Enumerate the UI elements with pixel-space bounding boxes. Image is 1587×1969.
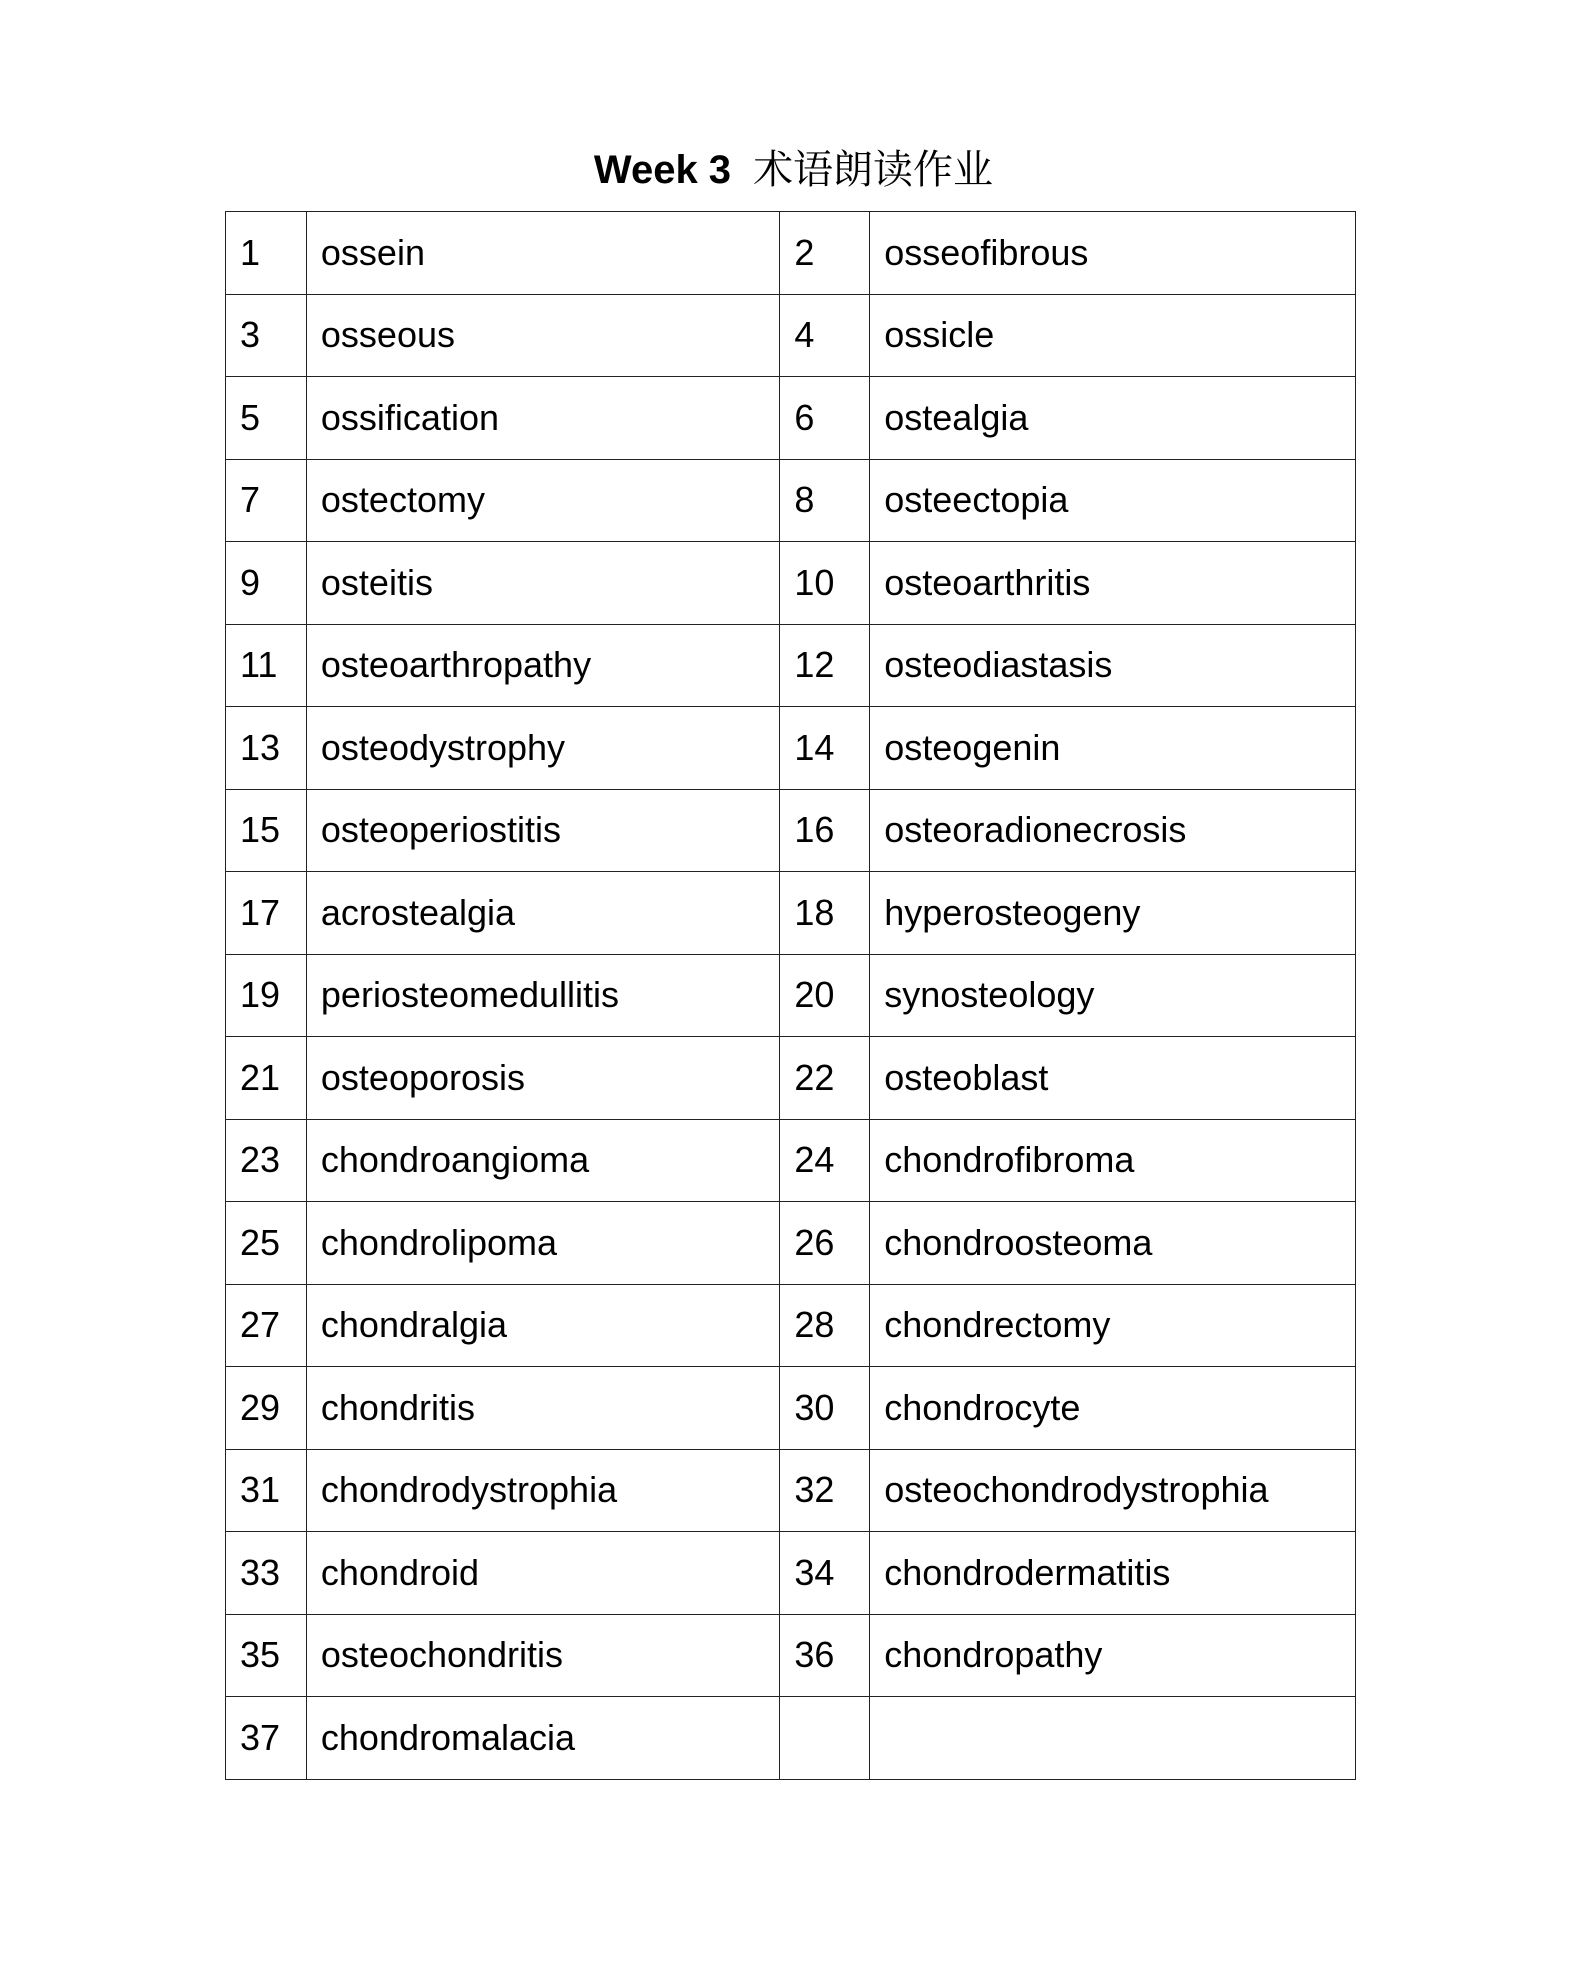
term-cell	[870, 1697, 1356, 1780]
term-number-cell: 23	[226, 1119, 307, 1202]
term-number-cell: 21	[226, 1037, 307, 1120]
term-number-cell: 8	[780, 459, 870, 542]
term-cell: osteectopia	[870, 459, 1356, 542]
table-row	[226, 212, 1356, 295]
term-number-cell: 6	[780, 377, 870, 460]
term-cell: chondrolipoma	[306, 1202, 779, 1285]
table-row	[226, 459, 1356, 542]
term-cell: osteoblast	[870, 1037, 1356, 1120]
term-cell: osteodiastasis	[870, 624, 1356, 707]
term-number-cell: 24	[780, 1119, 870, 1202]
page-title	[0, 145, 1587, 195]
term-cell: osteodystrophy	[306, 707, 779, 790]
term-cell: chondrocyte	[870, 1367, 1356, 1450]
term-number-cell: 31	[226, 1449, 307, 1532]
term-number-cell: 35	[226, 1614, 307, 1697]
term-number-cell: 20	[780, 954, 870, 1037]
term-cell: osteoporosis	[306, 1037, 779, 1120]
term-number-cell: 26	[780, 1202, 870, 1285]
term-cell: osteoarthritis	[870, 542, 1356, 625]
table-row	[226, 1202, 1356, 1285]
term-number-cell: 12	[780, 624, 870, 707]
term-number-cell: 32	[780, 1449, 870, 1532]
term-cell: osteoperiostitis	[306, 789, 779, 872]
term-cell: chondrofibroma	[870, 1119, 1356, 1202]
term-number-cell: 14	[780, 707, 870, 790]
table-row	[226, 954, 1356, 1037]
term-number-cell: 10	[780, 542, 870, 625]
term-cell: ossein	[306, 212, 779, 295]
table-row	[226, 1367, 1356, 1450]
term-number-cell: 18	[780, 872, 870, 955]
term-cell: osteogenin	[870, 707, 1356, 790]
table-row	[226, 1119, 1356, 1202]
term-cell: ossicle	[870, 294, 1356, 377]
term-cell: chondralgia	[306, 1284, 779, 1367]
term-cell: chondroosteoma	[870, 1202, 1356, 1285]
term-cell: chondromalacia	[306, 1697, 779, 1780]
term-number-cell: 17	[226, 872, 307, 955]
table-row	[226, 624, 1356, 707]
term-number-cell: 28	[780, 1284, 870, 1367]
term-number-cell: 22	[780, 1037, 870, 1120]
term-cell: chondrodermatitis	[870, 1532, 1356, 1615]
table-row	[226, 872, 1356, 955]
term-cell: chondrodystrophia	[306, 1449, 779, 1532]
term-number-cell: 37	[226, 1697, 307, 1780]
term-cell: osteochondritis	[306, 1614, 779, 1697]
table-row	[226, 789, 1356, 872]
term-cell: osseofibrous	[870, 212, 1356, 295]
term-cell: chondritis	[306, 1367, 779, 1450]
term-number-cell: 5	[226, 377, 307, 460]
term-number-cell: 13	[226, 707, 307, 790]
term-cell: osseous	[306, 294, 779, 377]
table-row	[226, 294, 1356, 377]
title-subtitle: 术语朗读作业	[753, 148, 994, 192]
term-number-cell: 27	[226, 1284, 307, 1367]
term-cell: osteoarthropathy	[306, 624, 779, 707]
term-cell: chondropathy	[870, 1614, 1356, 1697]
term-number-cell: 2	[780, 212, 870, 295]
table-row	[226, 1284, 1356, 1367]
term-cell: chondrectomy	[870, 1284, 1356, 1367]
table-row	[226, 707, 1356, 790]
term-number-cell	[780, 1697, 870, 1780]
term-number-cell: 36	[780, 1614, 870, 1697]
term-cell: chondroid	[306, 1532, 779, 1615]
table-row	[226, 377, 1356, 460]
term-number-cell: 3	[226, 294, 307, 377]
term-cell: hyperosteogeny	[870, 872, 1356, 955]
term-number-cell: 30	[780, 1367, 870, 1450]
term-number-cell: 1	[226, 212, 307, 295]
term-cell: synosteology	[870, 954, 1356, 1037]
table-row	[226, 1449, 1356, 1532]
table-row	[226, 542, 1356, 625]
table-row	[226, 1532, 1356, 1615]
term-number-cell: 11	[226, 624, 307, 707]
term-number-cell: 15	[226, 789, 307, 872]
term-cell: periosteomedullitis	[306, 954, 779, 1037]
term-number-cell: 25	[226, 1202, 307, 1285]
term-cell: ostectomy	[306, 459, 779, 542]
terms-table	[225, 211, 1356, 1780]
table-row	[226, 1614, 1356, 1697]
term-number-cell: 29	[226, 1367, 307, 1450]
term-number-cell: 34	[780, 1532, 870, 1615]
term-number-cell: 16	[780, 789, 870, 872]
title-week: Week 3	[593, 148, 732, 192]
term-number-cell: 33	[226, 1532, 307, 1615]
term-number-cell: 7	[226, 459, 307, 542]
term-cell: osteitis	[306, 542, 779, 625]
term-cell: ossification	[306, 377, 779, 460]
term-cell: chondroangioma	[306, 1119, 779, 1202]
term-cell: ostealgia	[870, 377, 1356, 460]
table-row	[226, 1037, 1356, 1120]
term-cell: osteochondrodystrophia	[870, 1449, 1356, 1532]
term-number-cell: 4	[780, 294, 870, 377]
term-cell: osteoradionecrosis	[870, 789, 1356, 872]
term-number-cell: 19	[226, 954, 307, 1037]
term-cell: acrostealgia	[306, 872, 779, 955]
term-number-cell: 9	[226, 542, 307, 625]
table-row	[226, 1697, 1356, 1780]
